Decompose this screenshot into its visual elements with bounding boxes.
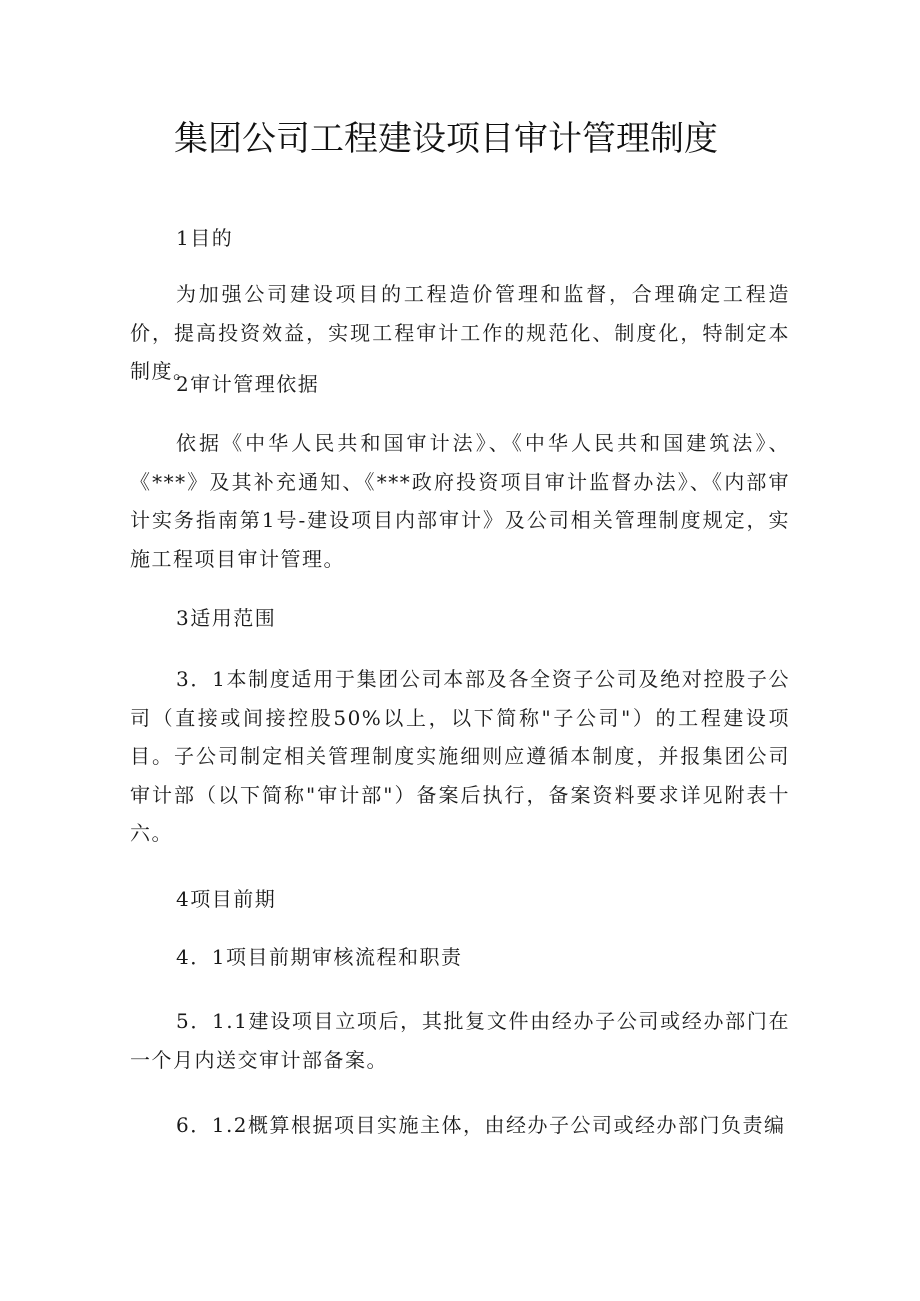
paragraph-approval-filing: 5．1.1建设项目立项后，其批复文件由经办子公司或经办部门在一个月内送交审计部备案。 [130,1009,790,1072]
paragraph-basis: 依据《中华人民共和国审计法》、《中华人民共和国建筑法》、《***》及其补充通知、《***政府投资项目审计监督办法》、《内部审计实务指南第1号-建设项目内部审计》及公司相关管理制度规定，实施工程项目审计管理。 [130,431,790,571]
subsection-heading-review-process: 4．1项目前期审核流程和职责 [176,945,463,969]
paragraph-budget-estimate: 6．1.2概算根据项目实施主体，由经办子公司或经办部门负责编 [176,1113,786,1137]
document-title: 集团公司工程建设项目审计管理制度 [174,119,718,159]
section-heading-basis: 2审计管理依据 [176,372,320,396]
section-heading-preliminary: 4项目前期 [176,887,277,911]
paragraph-purpose: 为加强公司建设项目的工程造价管理和监督，合理确定工程造价，提高投资效益，实现工程审计工作的规范化、制度化，特制定本制度。 [130,282,790,383]
section-heading-purpose: 1目的 [176,226,234,250]
section-heading-scope: 3适用范围 [176,606,277,630]
paragraph-scope: 3．1本制度适用于集团公司本部及各全资子公司及绝对控股子公司（直接或间接控股50%以上，以下简称"子公司"）的工程建设项目。子公司制定相关管理制度实施细则应遵循本制度，并报集团公司审计部（以下简称"审计部"）备案后执行，备案资料要求详见附表十六。 [130,667,790,845]
